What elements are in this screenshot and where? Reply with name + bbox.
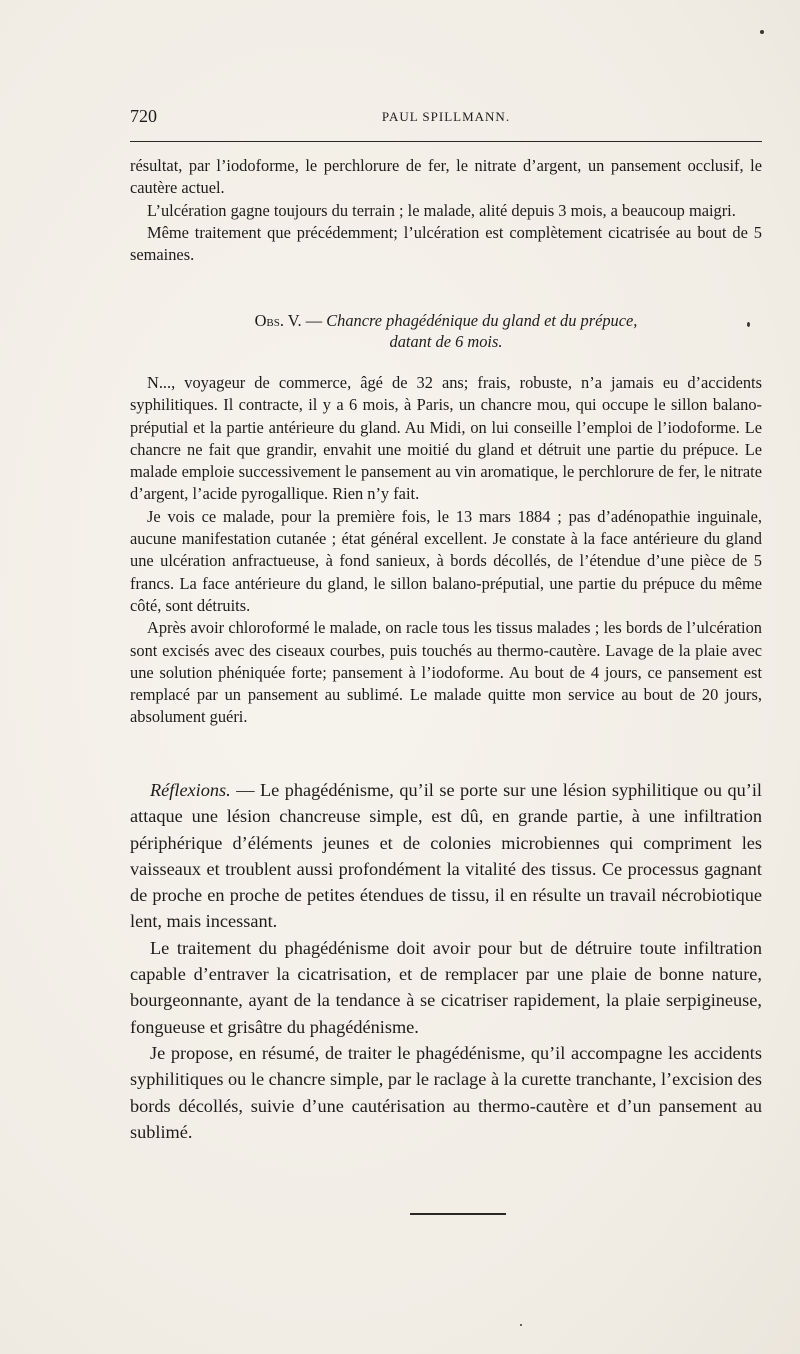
paragraph: L’ulcération gagne toujours du terrain ; le malade, alité depuis 3 mois, a beaucoup maigri. [147,200,736,220]
ink-speck [760,30,764,34]
end-rule [410,1213,506,1215]
running-title: PAUL SPILLMANN. [381,109,511,124]
page-number: 720 [130,106,157,126]
reflexions-section [130,777,762,1145]
observation-title-line2: datant de 6 mois. [389,332,503,351]
paragraph: Le traitement du phagédénisme doit avoir pour but de détruire toute infiltration capable d’entraver la cicatrisation, et de remplacer par une plaie de bonne nature, bourgeonnante, ayant de la tendance à se cicatriser rapidement, la plaie serpigineuse, fongueuse et grisâtre du phagédénisme. [130,937,762,1037]
observation-dash: — [305,311,323,330]
observation-heading [130,310,762,352]
paragraph: résultat, par l’iodoforme, le perchlorure de fer, le nitrate d’argent, un pansement occlusif, le cautère actuel. [130,156,762,198]
paragraph: N..., voyageur de commerce, âgé de 32 ans; frais, robuste, n’a jamais eu d’accidents syphilitiques. Il contracte, il y a 6 mois, à Paris, un chancre mou, qui occupe le sillon balano-préputial et la partie antérieure du gland. Au Midi, on lui conseille l’emploi de l’iodoforme. Le chancre ne fait que grandir, envahit une moitié du gland et détruit une partie du prépuce. Le malade emploie successivement le pansement au vin aromatique, le perchlorure de fer, le nitrate d’argent, l’acide pyrogallique. Rien n’y fait. [130,373,762,504]
paragraph [130,777,762,935]
paragraph: Je propose, en résumé, de traiter le phagédénisme, qu’il accompagne les accidents syphilitiques ou le chancre simple, par le raclage à la curette tranchante, l’excision des bords décollés, suivie d’une cautérisation au thermo-cautère et d’un pansement au sublimé. [130,1042,762,1142]
paragraph: Après avoir chloroformé le malade, on racle tous les tissus malades ; les bords de l’ulcération sont excisés avec des ciseaux courbes, puis touchés au thermo-cautère. Lavage de la plaie avec une solution phéniquée forte; pansement à l’iodoforme. Au bout de 4 jours, ce pansement est remplacé par un pansement au sublimé. Le malade quitte mon service au bout de 20 jours, absolument guéri. [130,618,762,727]
paragraph: Je vois ce malade, pour la première fois, le 13 mars 1884 ; pas d’adénopathie inguinale, aucune manifestation cutanée ; état général excellent. Je constate à la face antérieure du gland une ulcération anfractueuse, à fond sanieux, à bords décollés, de l’étendue d’une pièce de 5 francs. La face antérieure du gland, le sillon balano-préputial, une partie du prépuce du même côté, sont détruits. [130,506,762,615]
ink-speck [520,1324,522,1326]
ink-speck [747,322,750,327]
header-rule [130,141,762,142]
observation-heading-line1 [130,310,762,331]
case-continuation [130,155,762,266]
observation-label: Obs. V. [254,311,302,330]
observation-title-line1: Chancre phagédénique du gland et du prépuce, [326,311,638,330]
reflexions-lead: Réflexions. [150,780,231,800]
reflexions-text: — Le phagédénisme, qu’il se porte sur une lésion syphilitique ou qu’il attaque une lésion chancreuse simple, est dû, en grande partie, à une infiltration périphérique d’éléments jeunes et de colonies microbiennes qui compriment les vaisseaux et troublent aussi profondément la vitalité des tissus. Ce processus gagnant de proche en proche de petites étendues de tissu, il en résulte un travail nécrobiotique lent, mais incessant. [130,780,762,932]
paragraph: Même traitement que précédemment; l’ulcération est complètement cicatrisée au bout de 5 semaines. [130,222,762,265]
running-header [130,106,762,128]
observation-body [130,372,762,729]
